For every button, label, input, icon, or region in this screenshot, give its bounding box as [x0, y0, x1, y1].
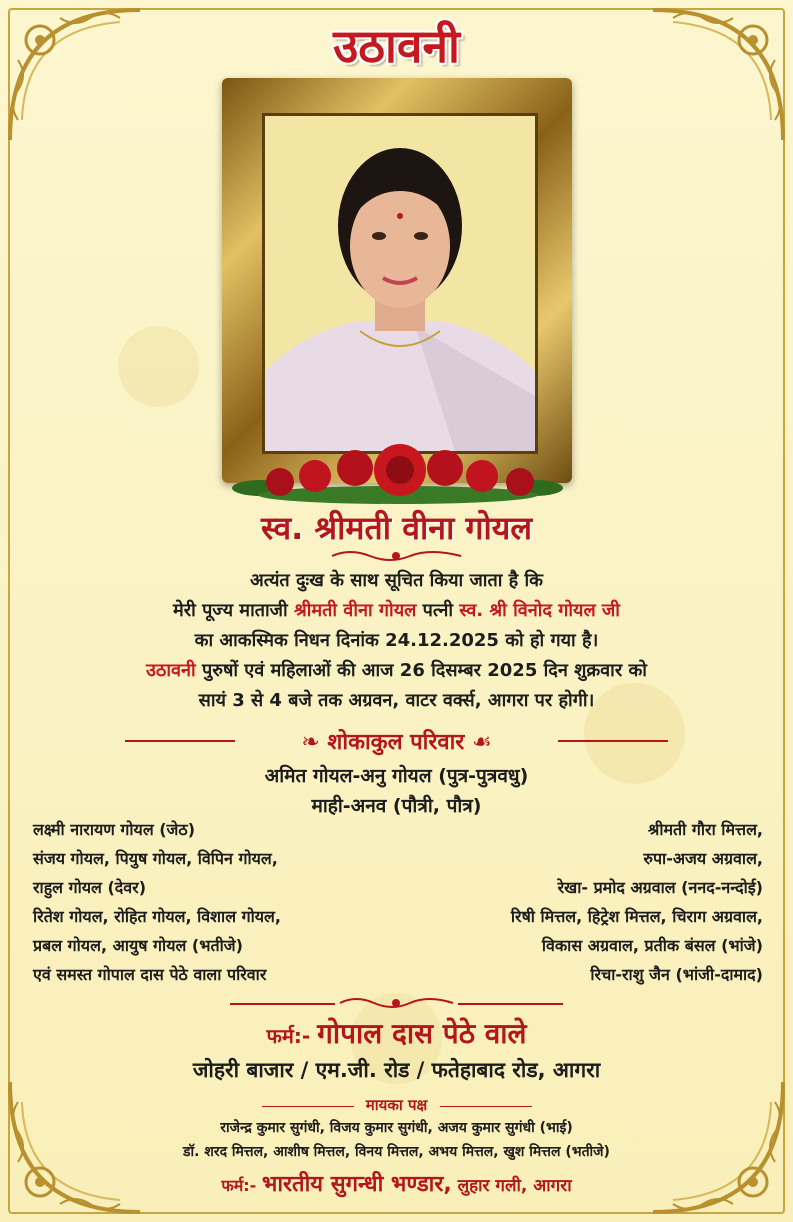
family-center-line: अमित गोयल-अनु गोयल (पुत्र-पुत्रवधु) — [264, 765, 529, 787]
divider-line — [230, 1003, 335, 1005]
list-item: राहुल गोयल (देवर) — [33, 878, 147, 897]
maika-line: डॉ. शरद मित्तल, आशीष मित्तल, विनय मित्तल, अभय मित्तल, खुश मित्तल (भतीजे) — [183, 1144, 610, 1160]
message-line: सायं 3 से 4 बजे तक अग्रवन, वाटर वर्क्स, आगरा पर होगी। — [198, 690, 595, 711]
firm-name-1: फर्म:- गोपाल दास पेठे वाले — [266, 1017, 527, 1050]
firm-address-1: जोहरी बाजार / एम.जी. रोड / फतेहाबाद रोड, आगरा — [192, 1058, 601, 1082]
list-item: संजय गोयल, पियुष गोयल, विपिन गोयल, — [33, 849, 278, 868]
maika-line: राजेन्द्र कुमार सुगंधी, विजय कुमार सुगंधी, अजय कुमार सुगंधी (भाई) — [220, 1120, 573, 1136]
list-item: श्रीमती गौरा मित्तल, — [648, 820, 763, 839]
ornament-icon: ❧ — [301, 730, 328, 755]
list-item: विकास अग्रवाल, प्रतीक बंसल (भांजे) — [541, 936, 763, 955]
list-item: रिषी मित्तल, हिट्रेश मित्तल, चिराग अग्रवाल, — [510, 907, 763, 926]
deceased-name: स्व. श्रीमती वीना गोयल — [260, 509, 533, 547]
list-item: रुपा-अजय अग्रवाल, — [643, 849, 763, 868]
message-line: मेरी पूज्य माताजी श्रीमती वीना गोयल पत्नी स्व. श्री विनोद गोयल जी — [173, 600, 620, 621]
family-heading: ❧ शोकाकुल परिवार ☙ — [301, 730, 492, 755]
message-line: अत्यंत दुःख के साथ सूचित किया जाता है कि — [250, 570, 543, 591]
highlight-text: स्व. श्री विनोद गोयल जी — [459, 600, 620, 621]
list-item: रेखा- प्रमोद अग्रवाल (ननद-नन्दोई) — [557, 878, 763, 897]
maika-heading: मायका पक्ष — [365, 1096, 428, 1114]
list-item: प्रबल गोयल, आयुष गोयल (भतीजे) — [33, 936, 243, 955]
roses-decoration-icon — [220, 440, 575, 510]
family-left-column — [33, 815, 281, 989]
firm-name-2: फर्म:- भारतीय सुगन्धी भण्डार, लुहार गली, आगरा — [221, 1172, 572, 1197]
list-item: लक्ष्मी नारायण गोयल (जेठ) — [33, 820, 196, 839]
list-item: रिचा-राशु जैन (भांजी-दामाद) — [590, 965, 763, 984]
highlight-text: श्रीमती वीना गोयल — [293, 600, 417, 621]
family-right-column — [511, 815, 763, 989]
message-block — [60, 566, 733, 716]
message-line: उठावनी पुरुषों एवं महिलाओं की आज 26 दिसम्बर 2025 दिन शुक्रवार को — [146, 660, 647, 681]
portrait-photo — [262, 113, 538, 454]
divider-line — [458, 1003, 563, 1005]
photo-frame — [222, 78, 572, 483]
list-item: एवं समस्त गोपाल दास पेठे वाला परिवार — [33, 965, 267, 984]
list-item: रितेश गोयल, रोहित गोयल, विशाल गोयल, — [33, 907, 281, 926]
ornament-icon: ☙ — [464, 730, 492, 755]
flourish-divider-icon — [338, 995, 455, 1011]
family-center-line: माही-अनव (पौत्री, पौत्र) — [311, 795, 482, 817]
page-title: उठावनी — [333, 19, 460, 73]
highlight-text: उठावनी — [146, 660, 196, 681]
message-line: का आकस्मिक निधन दिनांक 24.12.2025 को हो गया है। — [194, 630, 599, 651]
flourish-divider-icon — [330, 548, 463, 564]
